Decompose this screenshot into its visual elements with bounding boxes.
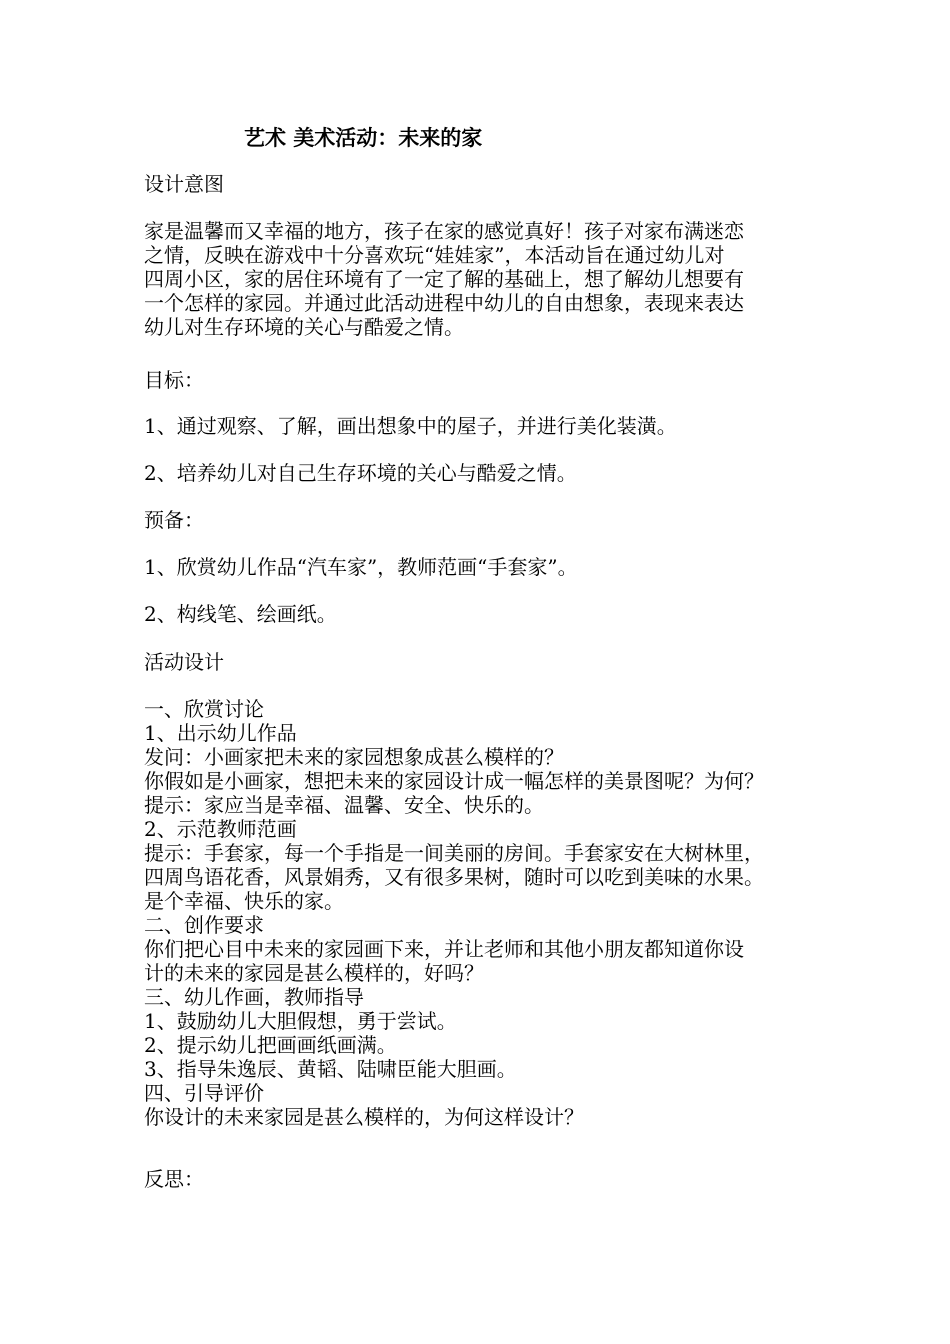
paragraph-line: 家是温馨而又幸福的地方，孩子在家的感觉真好！孩子对家布满迷恋 [144, 219, 744, 243]
activity-line: 四、引导评价 [144, 1081, 264, 1105]
document-title: 艺术 美术活动：未来的家 [244, 125, 483, 150]
goals-heading: 目标： [144, 368, 204, 392]
activity-line: 提示：手套家，每一个手指是一间美丽的房间。手套家安在大树林里， [144, 841, 764, 865]
reflection-heading: 反思： [144, 1167, 204, 1191]
activity-line: 是个幸福、快乐的家。 [144, 889, 344, 913]
design-intent-paragraph [144, 219, 744, 339]
activity-design-body [144, 697, 764, 1129]
preparation-item: 1、欣赏幼儿作品“汽车家”，教师范画“手套家”。 [144, 555, 578, 579]
preparation-heading: 预备： [144, 508, 204, 532]
paragraph-line: 四周小区，家的居住环境有了一定了解的基础上，想了解幼儿想要有 [144, 267, 744, 291]
activity-line: 四周鸟语花香，风景娟秀，又有很多果树，随时可以吃到美味的水果。 [144, 865, 764, 889]
paragraph-line: 一个怎样的家园。并通过此活动进程中幼儿的自由想象，表现来表达 [144, 291, 744, 315]
document-page [144, 0, 844, 1344]
goal-item: 2、培养幼儿对自己生存环境的关心与酷爱之情。 [144, 461, 577, 485]
paragraph-line: 之情，反映在游戏中十分喜欢玩“娃娃家”，本活动旨在通过幼儿对 [144, 243, 725, 267]
design-intent-heading: 设计意图 [144, 172, 224, 196]
activity-line: 3、指导朱逸辰、黄韬、陆啸臣能大胆画。 [144, 1057, 517, 1081]
activity-line: 二、创作要求 [144, 913, 264, 937]
activity-line: 你设计的未来家园是甚么模样的，为何这样设计？ [144, 1105, 584, 1129]
activity-line: 一、欣赏讨论 [144, 697, 264, 721]
paragraph-line: 幼儿对生存环境的关心与酷爱之情。 [144, 315, 464, 339]
activity-line: 2、提示幼儿把画画纸画满。 [144, 1033, 397, 1057]
activity-line: 1、出示幼儿作品 [144, 721, 297, 745]
activity-line: 你们把心目中未来的家园画下来，并让老师和其他小朋友都知道你设 [144, 937, 744, 961]
activity-line: 1、鼓励幼儿大胆假想，勇于尝试。 [144, 1009, 457, 1033]
activity-line: 你假如是小画家，想把未来的家园设计成一幅怎样的美景图呢？为何？ [144, 769, 764, 793]
goal-item: 1、通过观察、了解，画出想象中的屋子，并进行美化装潢。 [144, 414, 677, 438]
activity-line: 提示：家应当是幸福、温馨、安全、快乐的。 [144, 793, 544, 817]
preparation-item: 2、构线笔、绘画纸。 [144, 602, 337, 626]
activity-line: 发问：小画家把未来的家园想象成甚么模样的？ [144, 745, 564, 769]
activity-line: 2、示范教师范画 [144, 817, 297, 841]
activity-design-heading: 活动设计 [144, 650, 224, 674]
activity-line: 三、幼儿作画，教师指导 [144, 985, 364, 1009]
activity-line: 计的未来的家园是甚么模样的，好吗？ [144, 961, 484, 985]
